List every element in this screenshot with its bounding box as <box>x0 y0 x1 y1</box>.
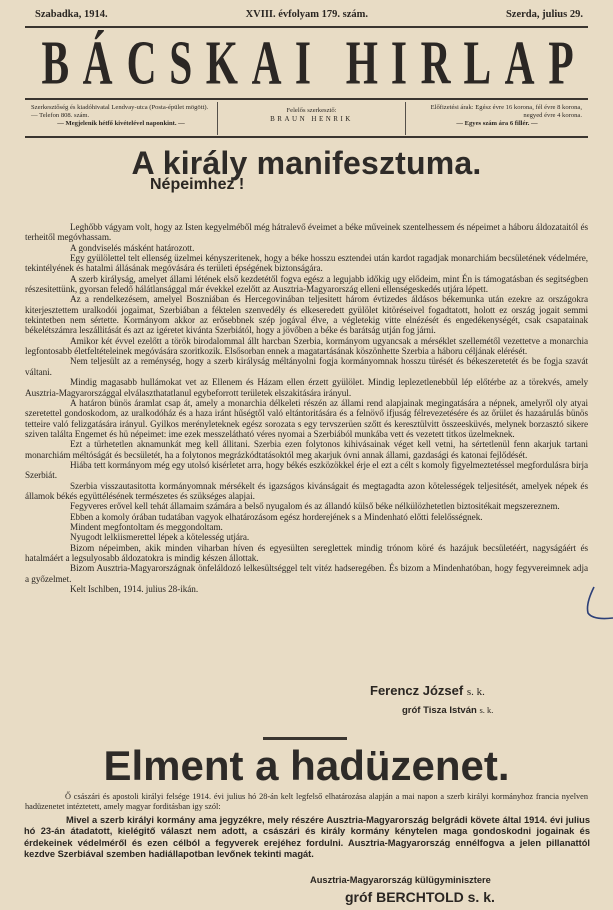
issue-number: XVIII. évfolyam 179. szám. <box>245 9 369 20</box>
masthead-info <box>25 102 588 135</box>
headline-manifesto: A király manifesztuma. <box>131 145 482 181</box>
manifesto-paragraph: Mindig magasabb hullámokat vet az Ellenem és Házam ellen érzett gyülölet. Mindig leplezetlenebbül lép előtérbe az a törekvés, amely Ausztria-Magyarországgal elválaszthatatlanul egybeforrott területek elszakitására irányul. <box>25 377 588 398</box>
title-letter: C <box>126 27 157 97</box>
manifesto-paragraph: Fegyveres erővel kell tehát államaim számára a belső nyugalom és az állandó külső béke nélkülözhetetlen biztositékait megszereznem. <box>70 501 560 512</box>
signature-name: Ferencz József <box>370 683 464 698</box>
manifesto-paragraph: Szerbia visszautasitotta kormányomnak mérsékelt és igazságos kivánságait és megtagadta azon kötelességek teljesitését, amelyek népek és államok békés együttélésének természetes és szükséges alapjai. <box>25 480 588 501</box>
editor-info <box>218 102 406 135</box>
title-letter: S <box>169 27 193 97</box>
manifesto-paragraph: A szerb királyság, amelyet állami létének első kezdetétől fogva egész a legujabb időkig ugy elődeim, mint Én is támogatásban és segitségben részesitettünk, gyorsan feledő hálátlansággal már évekkel ezelőtt az Ausztria-Magyarország elleni ellenségeskedés utjára lépett. <box>25 273 588 295</box>
title-letter: A <box>504 27 535 97</box>
subscription-prices: Előfizetési árak: Egész évre 16 korona, fél évre 8 korona, negyed évre 4 korona. <box>430 104 582 119</box>
title-letter: Á <box>82 27 113 97</box>
editor-label: Felelős szerkesztő: <box>286 107 337 114</box>
declaration-intro <box>25 792 588 812</box>
office-address: Szerkesztőség és kiadóhivatal Lendvay-utca (Posta-épület mögött). — Telefon 808. szám. <box>31 104 209 119</box>
declaration-text <box>24 815 590 861</box>
title-letter: L <box>463 27 492 97</box>
minister-signature: gróf BERCHTOLD s. k. <box>345 889 495 905</box>
divider <box>25 136 588 138</box>
manifesto-body <box>25 222 588 594</box>
subheadline: Népeimhez ! <box>150 176 245 193</box>
title-letter: I <box>391 27 408 97</box>
manifesto-paragraph: A határon bünös áramlat csap át, amely a monarchia délkeleti részén az állami rend alapjainak megingatására a népnek, amelyről oly atyai szeretettel gondoskodom, az uralkodóház és a haza iránt hűségtől való eltántoritására és a felnövő ifjuság félrevezetésére és az őrület és hazaárulás bünös tetteire való felizgatására irányul. Gyilkos merényleteknek egész sorozata s egy tervszerüen szőtt és keresztülvitt összeesküvés, melynek borzasztó sikere sziven találta Engemet és hü népeimet: ime ezek messzelátható véres nyomai a Szerbiából munkába vett és vezetett titkos üzelmeknek. <box>25 397 588 439</box>
manifesto-paragraph: Ezt a türhetetlen aknamunkát meg kell állitani. Szerbia ezen folytonos kihivásainak véget kell vetni, ha sértetlenül fenn akarjuk tartani monarchiám méltóságát és becsületét, ha a folytonos megrázkódtatásoktól meg akarjuk óvni annak állami, gazdasági és katonai fejlődését. <box>25 439 588 460</box>
manifesto-paragraph: Nyugodt lelkiismerettel lépek a kötelesség utjára. <box>70 532 250 543</box>
manifesto-paragraph: Amikor két évvel ezelőtt a török birodalommal állt harcban Szerbia, kormányom ugyancsak a mérséklet szellemétől vezettetve a monarchia legfontosabb életfeltételeinek megóvására szoritkozik. Elsősorban ennek a magatartásának köszönhette Szerbia a háboru céljának elérését. <box>25 335 588 357</box>
intro-paragraph: Ő császári és apostoli királyi felsége 1914. évi julius hó 28-án kelt legfelső elhatározása alapján a mai napon a szerb királyi kormányhoz francia nyelven hadüzenetet intéztetett, amely magyar forditásban igy szól: <box>25 792 588 811</box>
title-letter <box>323 26 333 98</box>
title-letter: K <box>206 27 239 97</box>
pen-mark <box>580 585 613 625</box>
place-year: Szabadka, 1914. <box>35 9 108 20</box>
subscription-info <box>406 102 588 135</box>
headline-declaration: Elment a hadüzenet. <box>103 742 510 789</box>
manifesto-paragraph: A gondviselés másként határozott. <box>70 242 195 253</box>
manifesto-paragraph: Ebben a komoly órában tudatában vagyok elhatározásom egész horderejének s a Mindenható előtti felelősségnek. <box>70 511 483 522</box>
manifesto-paragraph: Egy gyülölettel telt ellenség üzelmei kényszeritenek, hogy a béke hosszu esztendei után kardot ragadjak monarchiám becsületének védelmére, tekintélyének és hatalmi állásának megóvására és területi épségének biztonságára. <box>25 253 588 274</box>
manifesto-paragraph: Kelt Ischlben, 1914. julius 28-ikán. <box>70 584 199 595</box>
publication-note: — Megjelenik hétfő kivételével naponkint. — <box>57 120 185 127</box>
title-letter: P <box>548 27 574 97</box>
signature-name: gróf Tisza István <box>402 705 477 716</box>
signature-emperor <box>370 683 485 698</box>
manifesto-paragraph: Leghőbb vágyam volt, hogy az Isten kegyelméből még hátralevő éveimet a béke műveinek szentelhessem és népeimet a háboru áldozataitól és terheitől megóvhassam. <box>25 222 588 243</box>
manifesto-paragraph: Hiába tett kormányom még egy utolsó kisérletet arra, hogy békés eszközökkel érje el ezt a célt s komoly figyelmeztetéssel megfordulásra birja Szerbiát. <box>25 459 588 481</box>
divider <box>25 98 588 100</box>
editor-name: BRAUN HENRIK <box>270 115 353 123</box>
declaration-paragraph: Mivel a szerb királyi kormány ama jegyzékre, mely részére Ausztria-Magyarország belgrádi követe által 1914. évi julius hó 23-án átadatott, kielégitő választ nem adott, a császári és király kormány kénytelen maga gondoskodni jogainak és érdekeinek védelméről és ezen célból a fegyverek erejéhez fordulni. Ausztria-Magyarország ennélfogva a jelen pillanattól kezdve Szerbiával szemben hadiállapotban levőnek tekinti magát. <box>24 815 590 860</box>
single-price: — Egyes szám ára 6 fillér. — <box>456 120 538 127</box>
signature-tisza <box>402 705 493 716</box>
manifesto-paragraph: Nem teljesült az a reménység, hogy a szerb királyság méltányolni fogja kormányomnak hosszu türését és békeszeretetét és be fogja szavát váltani. <box>25 356 588 377</box>
sk-mark: s. k. <box>479 705 494 715</box>
title-letter: H <box>345 27 379 97</box>
title-letter: B <box>41 27 70 97</box>
title-letter: I <box>294 27 312 97</box>
office-info <box>25 102 218 135</box>
minister-title: Ausztria-Magyarország külügyminisztere <box>310 875 491 885</box>
title-letter: A <box>252 27 282 97</box>
manifesto-paragraph: Bizom népeimben, akik minden viharban híven és egyesülten sereglettek mindig trónom köré és hazájuk becsületéért, nagyságáért és hatalmáért a legsulyosabb áldozatokra is mindig készen állottak. <box>25 542 588 563</box>
manifesto-paragraph: Az a rendelkezésem, amelyel Boszniában és Hercegovinában teljesitett három évtizedes áldásos békemunka után ezekre az országokra kiterjesztettem uralkodói jogaimat, Szerbiában a féktelen szenvedély és elkeseredett gyülölet kitöréseivel fogadtatott, holott ez ország jogait semmi tekintetben nem sértette. Kormányom akkor az erősebbnek szép jogával élve, a végletekig vitte elnézését és engedékenységét, csak csapatainak békelétszámra leszállitását és azt az igéretet kivánta Szerbiától, hogy a jövőben a béke és barátság utján fog járni. <box>25 294 588 336</box>
manifesto-paragraph: Mindent megfontoltam és meggondoltam. <box>70 521 223 532</box>
issue-date: Szerda, julius 29. <box>505 9 583 20</box>
title-letter: R <box>420 27 451 97</box>
newspaper-title <box>40 19 575 105</box>
sk-mark: s. k. <box>466 686 485 698</box>
manifesto-paragraph: Bizom Ausztria-Magyarországnak önfeláldozó lelkesültséggel telt vitéz hadseregében. És bizom a Mindenhatóban, hogy fegyvereimnek adja a győzelmet. <box>25 563 588 584</box>
section-divider <box>263 737 347 740</box>
